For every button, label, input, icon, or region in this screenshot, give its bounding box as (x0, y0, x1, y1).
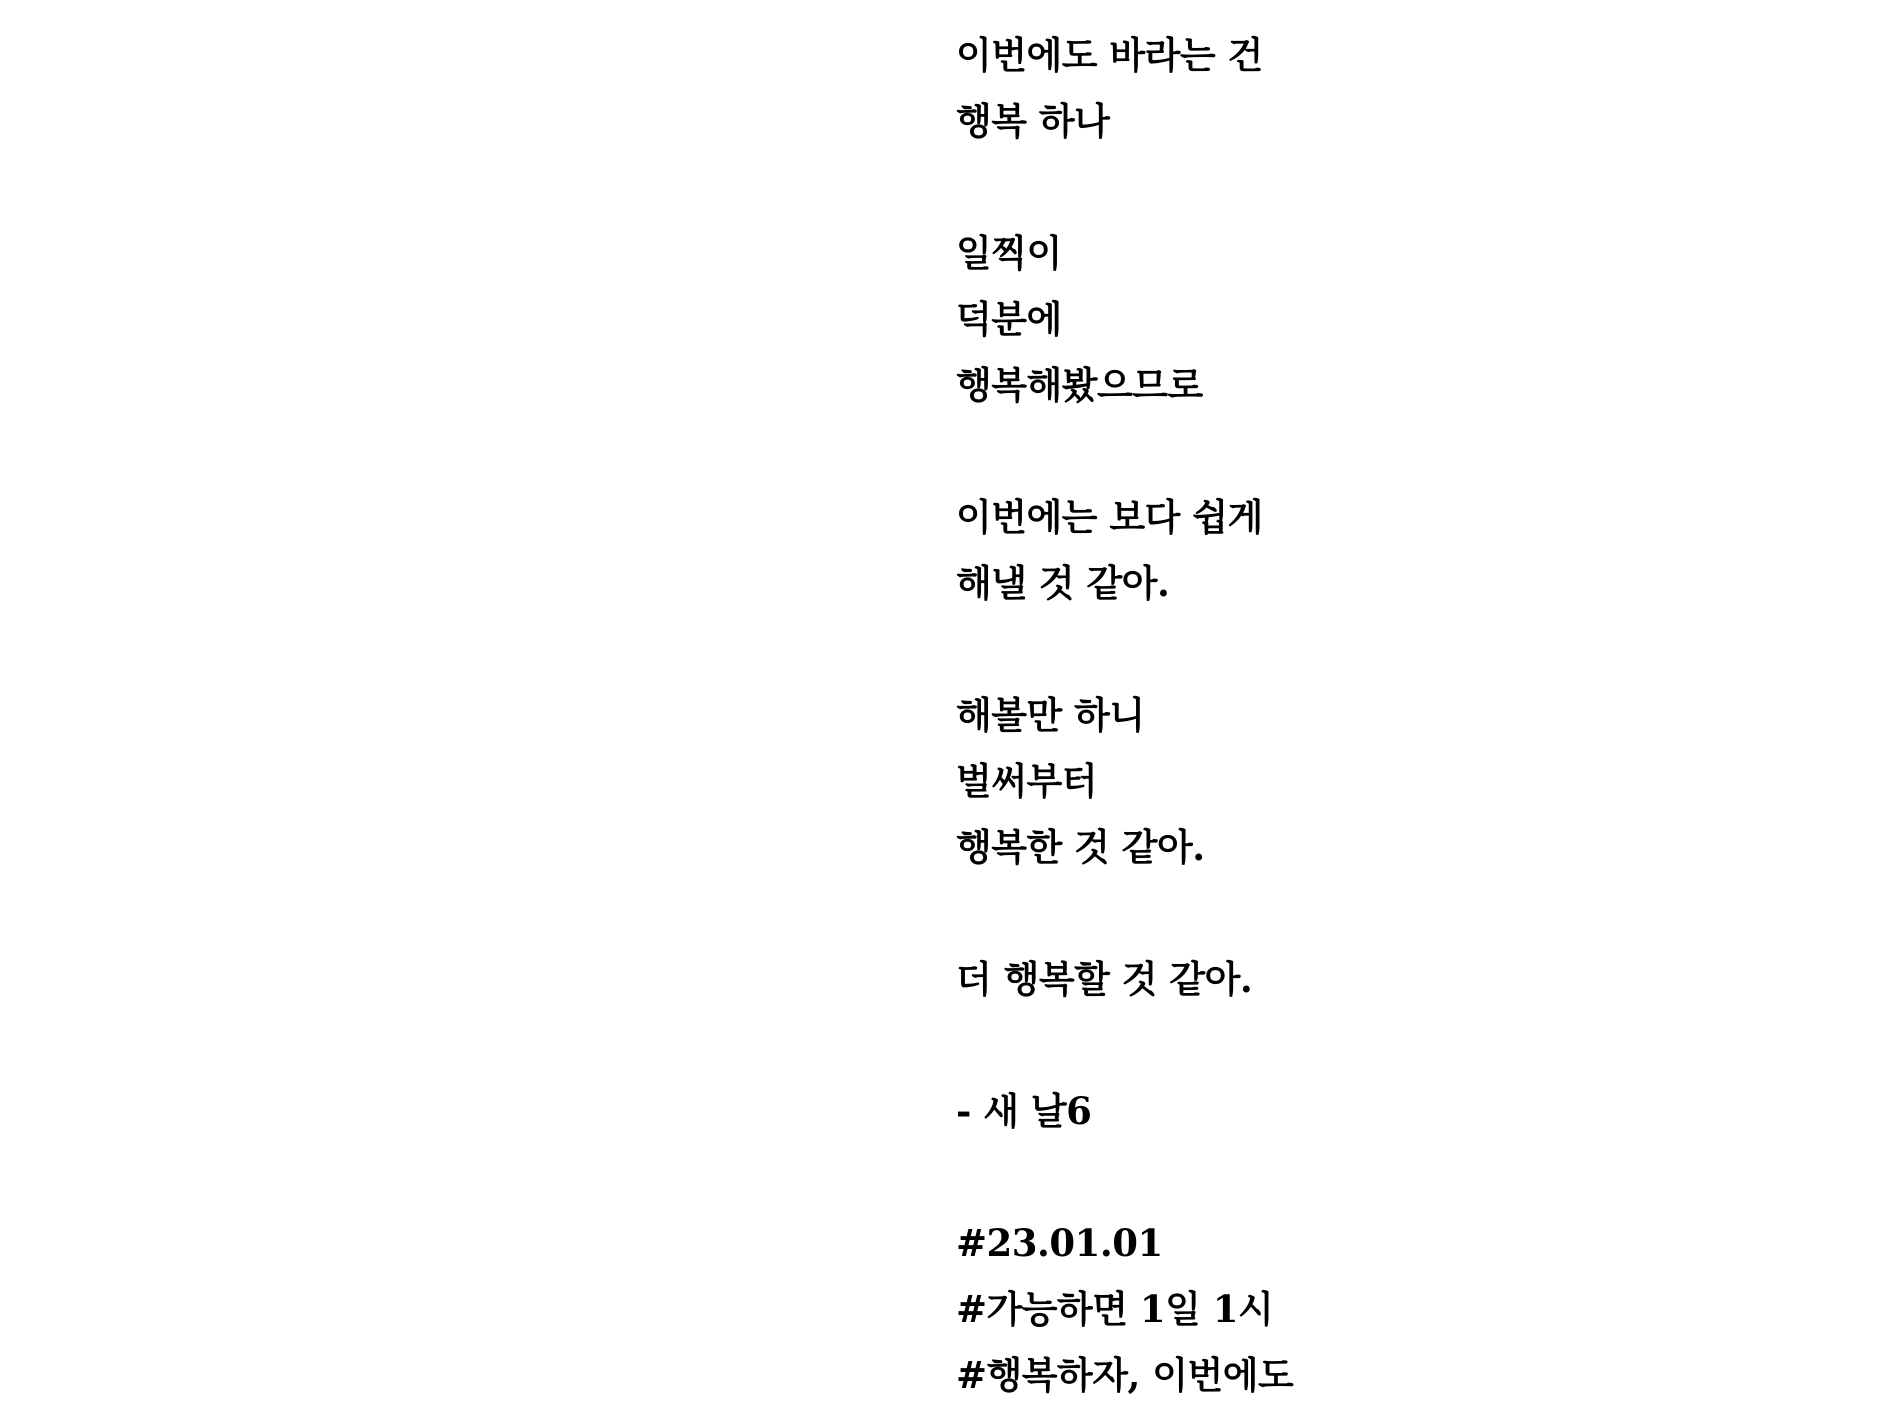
poem-signature: - 새 날6 (956, 1089, 1092, 1133)
hashtag-line: #가능하면 1일 1시 (956, 1287, 1274, 1331)
hashtag-stanza (956, 1210, 1856, 1408)
poem-line: 벌써부터 (956, 759, 1097, 803)
poem-line: 일찍이 (956, 231, 1062, 275)
poem-line: 행복한 것 같아. (956, 825, 1205, 869)
stanza (956, 220, 1856, 418)
poem-line: 해볼만 하니 (956, 693, 1145, 737)
poem-line: 덕분에 (956, 297, 1062, 341)
stanza (956, 682, 1856, 880)
signature-stanza (956, 1078, 1856, 1144)
poem-line: 행복 하나 (956, 99, 1110, 143)
poem-line: 해낼 것 같아. (956, 561, 1170, 605)
stanza (956, 22, 1856, 154)
poem-line: 이번에도 바라는 건 (956, 33, 1263, 77)
stanza (956, 484, 1856, 616)
hashtag-line: #행복하자, 이번에도 (956, 1353, 1294, 1397)
hashtag-line: #23.01.01 (956, 1221, 1163, 1265)
stanza (956, 946, 1856, 1012)
poem-line: 이번에는 보다 쉽게 (956, 495, 1263, 539)
poem-text (956, 22, 1856, 1408)
poem-line: 행복해봤으므로 (956, 363, 1203, 407)
poem-line: 더 행복할 것 같아. (956, 957, 1253, 1001)
